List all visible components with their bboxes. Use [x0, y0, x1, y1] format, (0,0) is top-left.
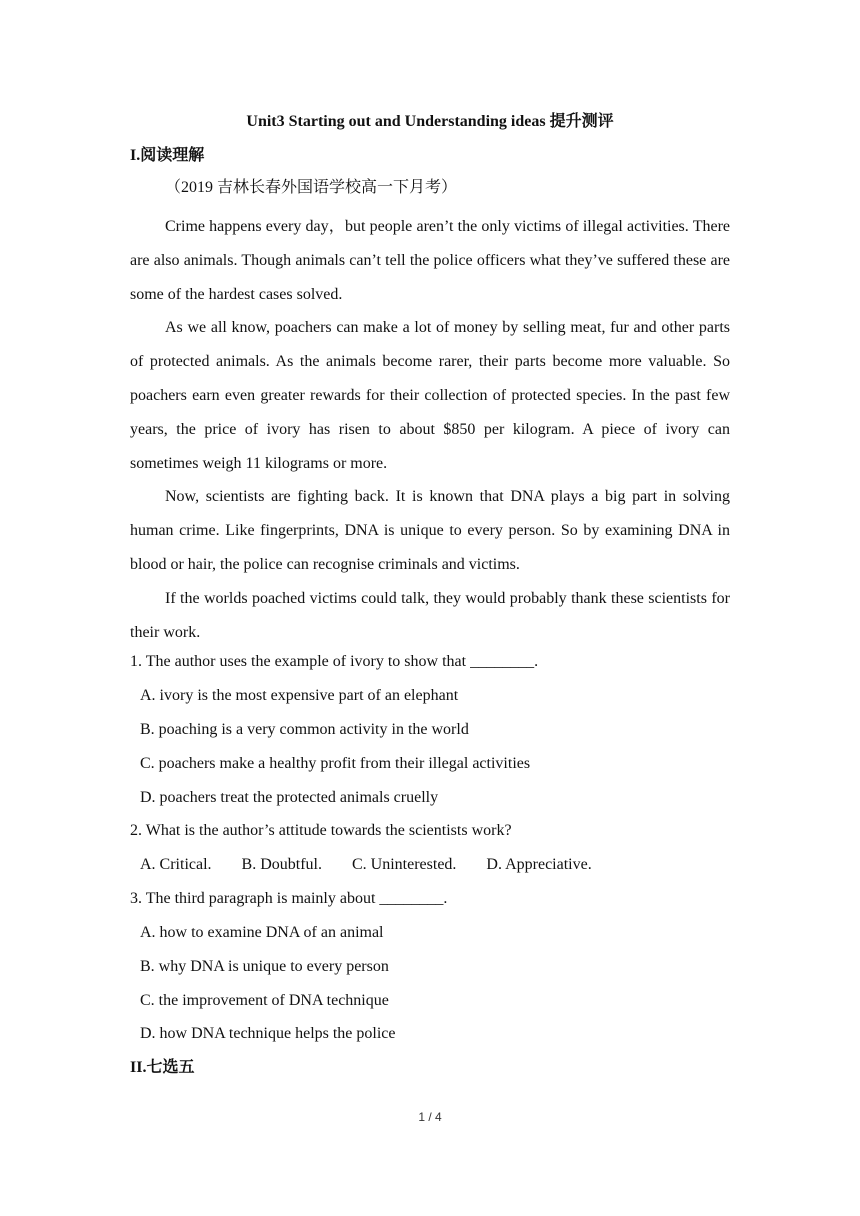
passage-paragraph-1: Crime happens every day，but people aren’t the only victims of illegal activities. There are also animals. Though animals can’t tell the police officers what they’ve suffered these are some of the hardest cases solved.	[130, 218, 730, 303]
question-2-option-b: B. Doubtful.	[241, 856, 322, 873]
question-3-option-a: A. how to examine DNA of an animal	[140, 924, 384, 941]
question-2-option-a: A. Critical.	[140, 856, 212, 873]
question-1-option-b: B. poaching is a very common activity in the world	[140, 721, 469, 738]
passage-paragraph-4: If the worlds poached victims could talk, they would probably thank these scientists for their work.	[130, 589, 730, 641]
passage-paragraph-3: Now, scientists are fighting back. It is known that DNA plays a big part in solving human crime. Like fingerprints, DNA is unique to every person. So by examining DNA in blood or hair, the police can recognise criminals and victims.	[130, 488, 730, 573]
section-heading-seven-choose-five: II.七选五	[130, 1059, 195, 1076]
passage	[130, 210, 730, 649]
page-number: 1 / 4	[418, 1110, 442, 1124]
question-1: 1. The author uses the example of ivory to show that ________.	[130, 653, 539, 670]
question-2-options	[140, 853, 618, 877]
question-3: 3. The third paragraph is mainly about ________.	[130, 890, 448, 907]
source-note: （2019 吉林长春外国语学校高一下月考）	[165, 179, 458, 196]
section-heading-reading: I.阅读理解	[130, 147, 205, 164]
page-title: Unit3 Starting out and Understanding ideas 提升测评	[246, 113, 614, 130]
question-2-option-c: C. Uninterested.	[352, 856, 457, 873]
question-2: 2. What is the author’s attitude towards the scientists work?	[130, 822, 512, 839]
question-3-option-d: D. how DNA technique helps the police	[140, 1025, 396, 1042]
question-2-option-d: D. Appreciative.	[486, 856, 592, 873]
question-3-option-b: B. why DNA is unique to every person	[140, 958, 389, 975]
question-3-option-c: C. the improvement of DNA technique	[140, 992, 389, 1009]
question-1-option-c: C. poachers make a healthy profit from their illegal activities	[140, 755, 531, 772]
passage-paragraph-2: As we all know, poachers can make a lot of money by selling meat, fur and other parts of protected animals. As the animals become rarer, their parts become more valuable. So poachers earn even greater rewards for their collection of protected species. In the past few years, the price of ivory has risen to about $850 per kilogram. A piece of ivory can sometimes weigh 11 kilograms or more.	[130, 319, 730, 472]
question-1-option-d: D. poachers treat the protected animals cruelly	[140, 789, 439, 806]
question-1-option-a: A. ivory is the most expensive part of an elephant	[140, 687, 459, 704]
